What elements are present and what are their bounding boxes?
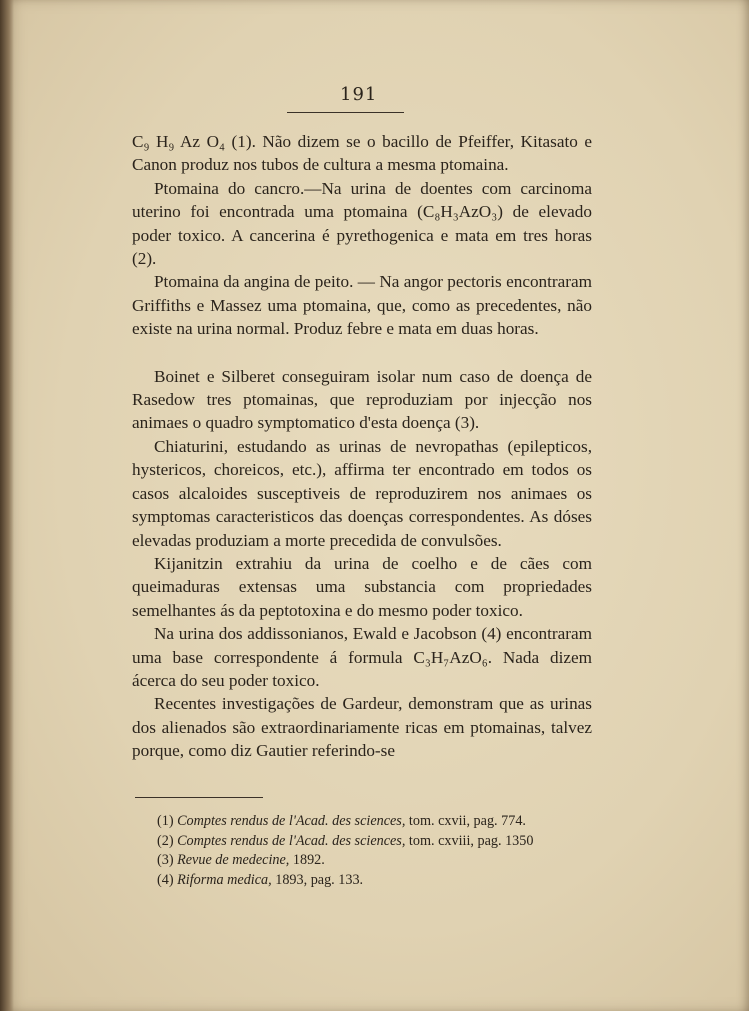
paragraph-6: Kijanitzin extrahiu da urina de coelho e de cães com queimaduras extensas uma substancia com propriedades semelhantes ás da peptotoxina e do mesmo poder toxico. <box>132 553 592 620</box>
footnote-title: Riforma medica, <box>177 871 272 888</box>
footnote-ref: tom. cxviii, pag. 1350 <box>408 832 534 849</box>
footnote-ref: 1892. <box>292 852 325 869</box>
footnotes <box>157 812 597 890</box>
paragraph-8: Recentes investigações de Gardeur, demonstram que as urinas dos alienados são extraordinariamente ricas em ptomainas, talvez porque, como diz Gautier referindo-se <box>132 694 592 761</box>
paragraph-2: Ptomaina do cancro.—Na urina de doentes com carcinoma uterino foi encontrada uma ptomaina (C₈H₃AzO₃) de elevado poder toxico. A cancerina é pyrethogenica e mata em tres horas (2). <box>132 178 592 269</box>
footnote-title: Revue de medecine, <box>177 852 290 869</box>
paragraph-4: Boinet e Silberet conseguiram isolar num caso de doença de Rasedow tres ptomainas, que reproduziam por injecção nos animaes o quadro symptomatico d'esta doença (3). <box>132 366 592 433</box>
footnote-number: (2) <box>157 832 174 849</box>
footnote-title: Comptes rendus de l'Acad. des sciences, <box>177 832 406 849</box>
footnote-number: (1) <box>157 813 174 829</box>
footnote-ref: 1893, pag. 133. <box>275 871 364 888</box>
footnote-number: (3) <box>157 852 174 869</box>
footnote-1 <box>157 812 597 832</box>
footnote-4 <box>157 871 597 891</box>
header-rule <box>287 112 404 113</box>
paragraph-1: C₉ H₉ Az O₄ (1). Não dizem se o bacillo de Pfeiffer, Kitasato e Canon produz nos tubos de cultura a mesma ptomaina. <box>132 132 592 175</box>
body-text <box>132 130 592 763</box>
book-spine-shadow <box>0 0 14 1011</box>
footnote-ref: tom. cxvii, pag. 774. <box>408 813 526 829</box>
page-number: 191 <box>340 84 378 105</box>
paragraph-3: Ptomaina da angina de peito. — Na angor pectoris encontraram Griffiths e Massez uma ptomaina, que, como as precedentes, não existe na urina normal. Produz febre e mata em duas horas. <box>132 272 592 339</box>
footnote-3 <box>157 851 597 871</box>
footnote-rule <box>135 797 263 798</box>
section-gap <box>132 341 592 365</box>
footnote-title: Comptes rendus de l'Acad. des sciences, <box>177 813 406 829</box>
footnote-2 <box>157 832 597 852</box>
paragraph-7: Na urina dos addissonianos, Ewald e Jacobson (4) encontraram uma base correspondente á formula C₃H₇AzO₆. Nada dizem ácerca do seu poder toxico. <box>132 624 592 690</box>
footnote-number: (4) <box>157 871 174 888</box>
paragraph-5: Chiaturini, estudando as urinas de nevropathas (epilepticos, hystericos, choreicos, etc.), affirma ter encontrado em todos os casos alcaloides susceptiveis de reproduzirem nos animaes os symptomas caracteristicos das doenças correspondentes. As dóses elevadas produziam a morte precedida de convulsões. <box>132 436 592 550</box>
